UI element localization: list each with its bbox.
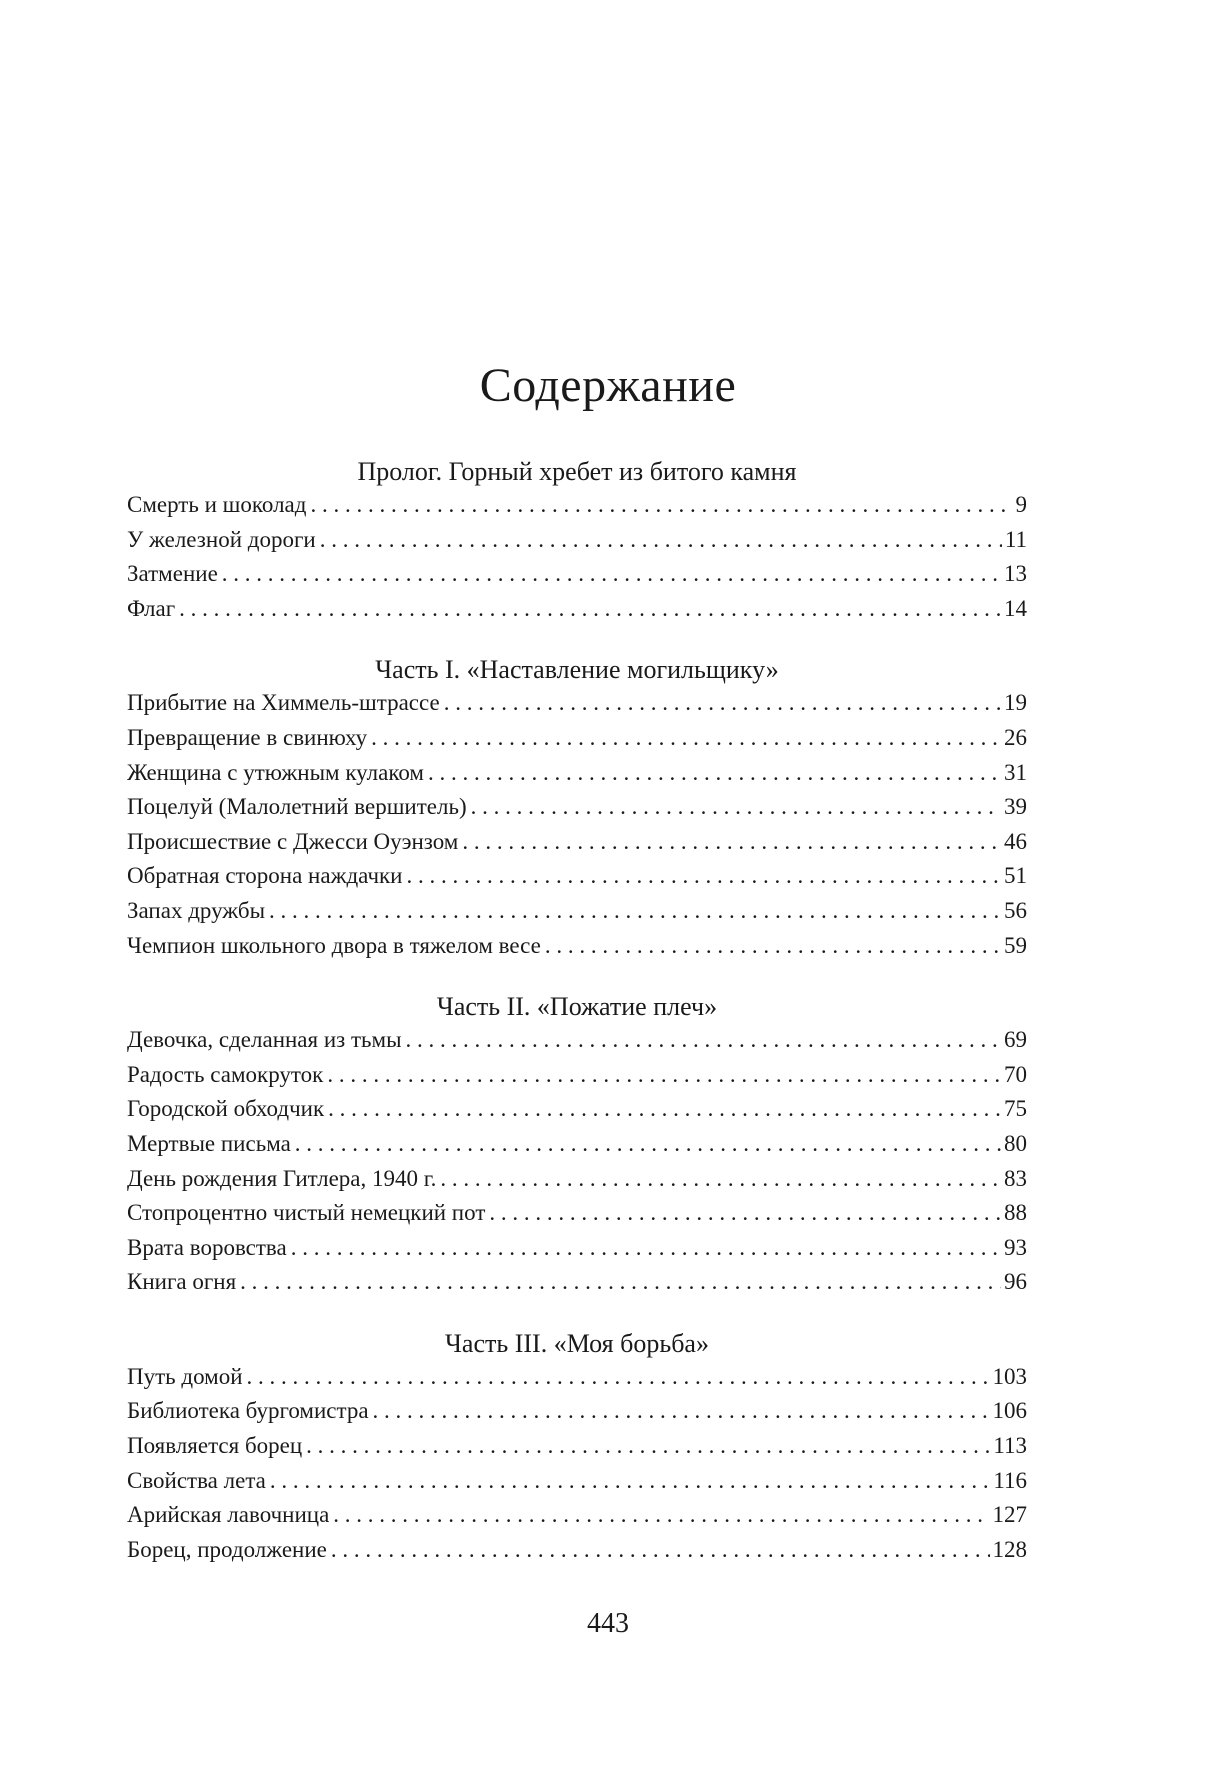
dot-leader: [310, 488, 1012, 523]
dot-leader: [444, 686, 1001, 721]
toc-entry: [127, 488, 1027, 523]
toc-entry: [127, 790, 1027, 825]
toc-entry: [127, 1162, 1027, 1197]
entry-page-number: 11: [1004, 526, 1027, 552]
toc-entry: [127, 557, 1027, 592]
dot-leader: [462, 825, 1001, 860]
entry-page-number: 70: [1004, 1061, 1027, 1087]
dot-leader: [428, 756, 1001, 791]
toc-entry: [127, 1058, 1027, 1093]
entry-title: Женщина с утюжным кулаком: [127, 759, 424, 785]
dot-leader: [440, 1162, 1001, 1197]
toc-entry: [127, 1127, 1027, 1162]
dot-leader: [407, 859, 1002, 894]
dot-leader: [545, 929, 1001, 964]
dot-leader: [320, 523, 1002, 558]
entry-title: Врата воровства: [127, 1234, 287, 1260]
toc-entry: [127, 721, 1027, 756]
entry-page-number: 80: [1004, 1130, 1027, 1156]
dot-leader: [179, 592, 1001, 627]
dot-leader: [291, 1231, 1001, 1266]
section-heading: Часть III. «Моя борьба»: [445, 1328, 709, 1358]
dot-leader: [269, 894, 1001, 929]
entry-page-number: 46: [1004, 828, 1027, 854]
entry-title: Чемпион школьного двора в тяжелом весе: [127, 932, 541, 958]
entry-title: Флаг: [127, 595, 176, 621]
toc-entry: [127, 1429, 1027, 1464]
toc-entry: [127, 1464, 1027, 1499]
entry-title: У железной дороги: [127, 526, 316, 552]
entry-title: Городской обходчик: [127, 1096, 325, 1122]
entry-page-number: 51: [1004, 863, 1027, 889]
entry-title: Борец, продолжение: [127, 1536, 327, 1562]
entry-page-number: 113: [993, 1433, 1027, 1459]
entry-title: Книга огня: [127, 1269, 237, 1295]
entry-page-number: 56: [1004, 897, 1027, 923]
entry-page-number: 19: [1004, 690, 1027, 716]
entry-title: Поцелуй (Малолетний вершитель): [127, 794, 467, 820]
entry-page-number: 88: [1004, 1200, 1027, 1226]
entry-title: Обратная сторона наждачки: [127, 863, 403, 889]
toc-entry: [127, 756, 1027, 791]
dot-leader: [295, 1127, 1001, 1162]
dot-leader: [327, 1058, 1001, 1093]
toc-section: [127, 991, 1027, 1300]
page-number: 443: [587, 1608, 629, 1639]
entry-title: Затмение: [127, 561, 218, 587]
section-heading: Пролог. Горный хребет из битого камня: [357, 457, 797, 486]
dot-leader: [240, 1265, 1001, 1300]
entry-title: День рождения Гитлера, 1940 г.: [127, 1165, 437, 1191]
entry-page-number: 14: [1004, 595, 1027, 621]
dot-leader: [306, 1429, 990, 1464]
entry-title: Мертвые письма: [127, 1130, 291, 1156]
toc-entry: [127, 1231, 1027, 1266]
toc-entry: [127, 1394, 1027, 1429]
entry-page-number: 83: [1004, 1165, 1027, 1191]
entry-page-number: 75: [1004, 1096, 1027, 1122]
toc-entry-list: [127, 686, 1027, 963]
entry-page-number: 13: [1004, 561, 1027, 587]
toc-entry: [127, 523, 1027, 558]
toc-entry: [127, 894, 1027, 929]
entry-page-number: 128: [992, 1536, 1027, 1562]
toc-entry-list: [127, 1023, 1027, 1300]
dot-leader: [373, 1394, 990, 1429]
table-of-contents: [127, 456, 1027, 1567]
entry-title: Библиотека бургомистра: [127, 1398, 369, 1424]
entry-page-number: 103: [992, 1363, 1027, 1389]
toc-entry: [127, 1498, 1027, 1533]
entry-page-number: 69: [1004, 1027, 1027, 1053]
toc-entry: [127, 859, 1027, 894]
entry-title: Запах дружбы: [127, 897, 266, 923]
entry-page-number: 26: [1004, 724, 1027, 750]
entry-page-number: 116: [993, 1467, 1027, 1493]
entry-title: Арийская лавочница: [127, 1502, 330, 1528]
entry-page-number: 93: [1004, 1234, 1027, 1260]
toc-entry: [127, 1533, 1027, 1568]
toc-section: [127, 456, 1027, 626]
entry-title: Происшествие с Джесси Оуэнзом: [127, 828, 459, 854]
entry-page-number: 31: [1004, 759, 1027, 785]
entry-title: Девочка, сделанная из тьмы: [127, 1027, 402, 1053]
toc-entry-list: [127, 1360, 1027, 1568]
dot-leader: [222, 557, 1001, 592]
toc-entry: [127, 592, 1027, 627]
section-heading: Часть II. «Пожатие плеч»: [436, 992, 718, 1022]
toc-entry: [127, 1023, 1027, 1058]
entry-page-number: 96: [1004, 1269, 1027, 1295]
entry-page-number: 39: [1004, 794, 1027, 820]
toc-entry: [127, 1196, 1027, 1231]
dot-leader: [270, 1464, 990, 1499]
entry-page-number: 127: [992, 1502, 1027, 1528]
dot-leader: [406, 1023, 1001, 1058]
dot-leader: [471, 790, 1001, 825]
page-title: Содержание: [479, 359, 737, 412]
toc-entry: [127, 1360, 1027, 1395]
toc-entry: [127, 686, 1027, 721]
dot-leader: [247, 1360, 990, 1395]
entry-title: Радость самокруток: [127, 1061, 324, 1087]
entry-title: Прибытие на Химмель-штрассе: [127, 690, 440, 716]
entry-title: Стопроцентно чистый немецкий пот: [127, 1200, 486, 1226]
entry-page-number: 9: [1015, 492, 1027, 517]
entry-title: Свойства лета: [127, 1467, 266, 1493]
toc-entry: [127, 825, 1027, 860]
entry-title: Превращение в свинюху: [127, 724, 368, 750]
toc-section: [127, 654, 1027, 963]
dot-leader: [328, 1092, 1001, 1127]
dot-leader: [371, 721, 1001, 756]
toc-entry: [127, 1092, 1027, 1127]
entry-page-number: 59: [1004, 932, 1027, 958]
toc-entry: [127, 929, 1027, 964]
toc-entry: [127, 1265, 1027, 1300]
entry-title: Появляется борец: [127, 1433, 303, 1459]
toc-entry-list: [127, 488, 1027, 626]
entry-title: Путь домой: [127, 1363, 243, 1389]
section-heading: Часть I. «Наставление могильщику»: [375, 655, 779, 685]
entry-title: Смерть и шоколад: [127, 492, 307, 517]
toc-section: [127, 1328, 1027, 1568]
dot-leader: [331, 1533, 990, 1568]
dot-leader: [333, 1498, 989, 1533]
dot-leader: [489, 1196, 1001, 1231]
entry-page-number: 106: [992, 1398, 1027, 1424]
